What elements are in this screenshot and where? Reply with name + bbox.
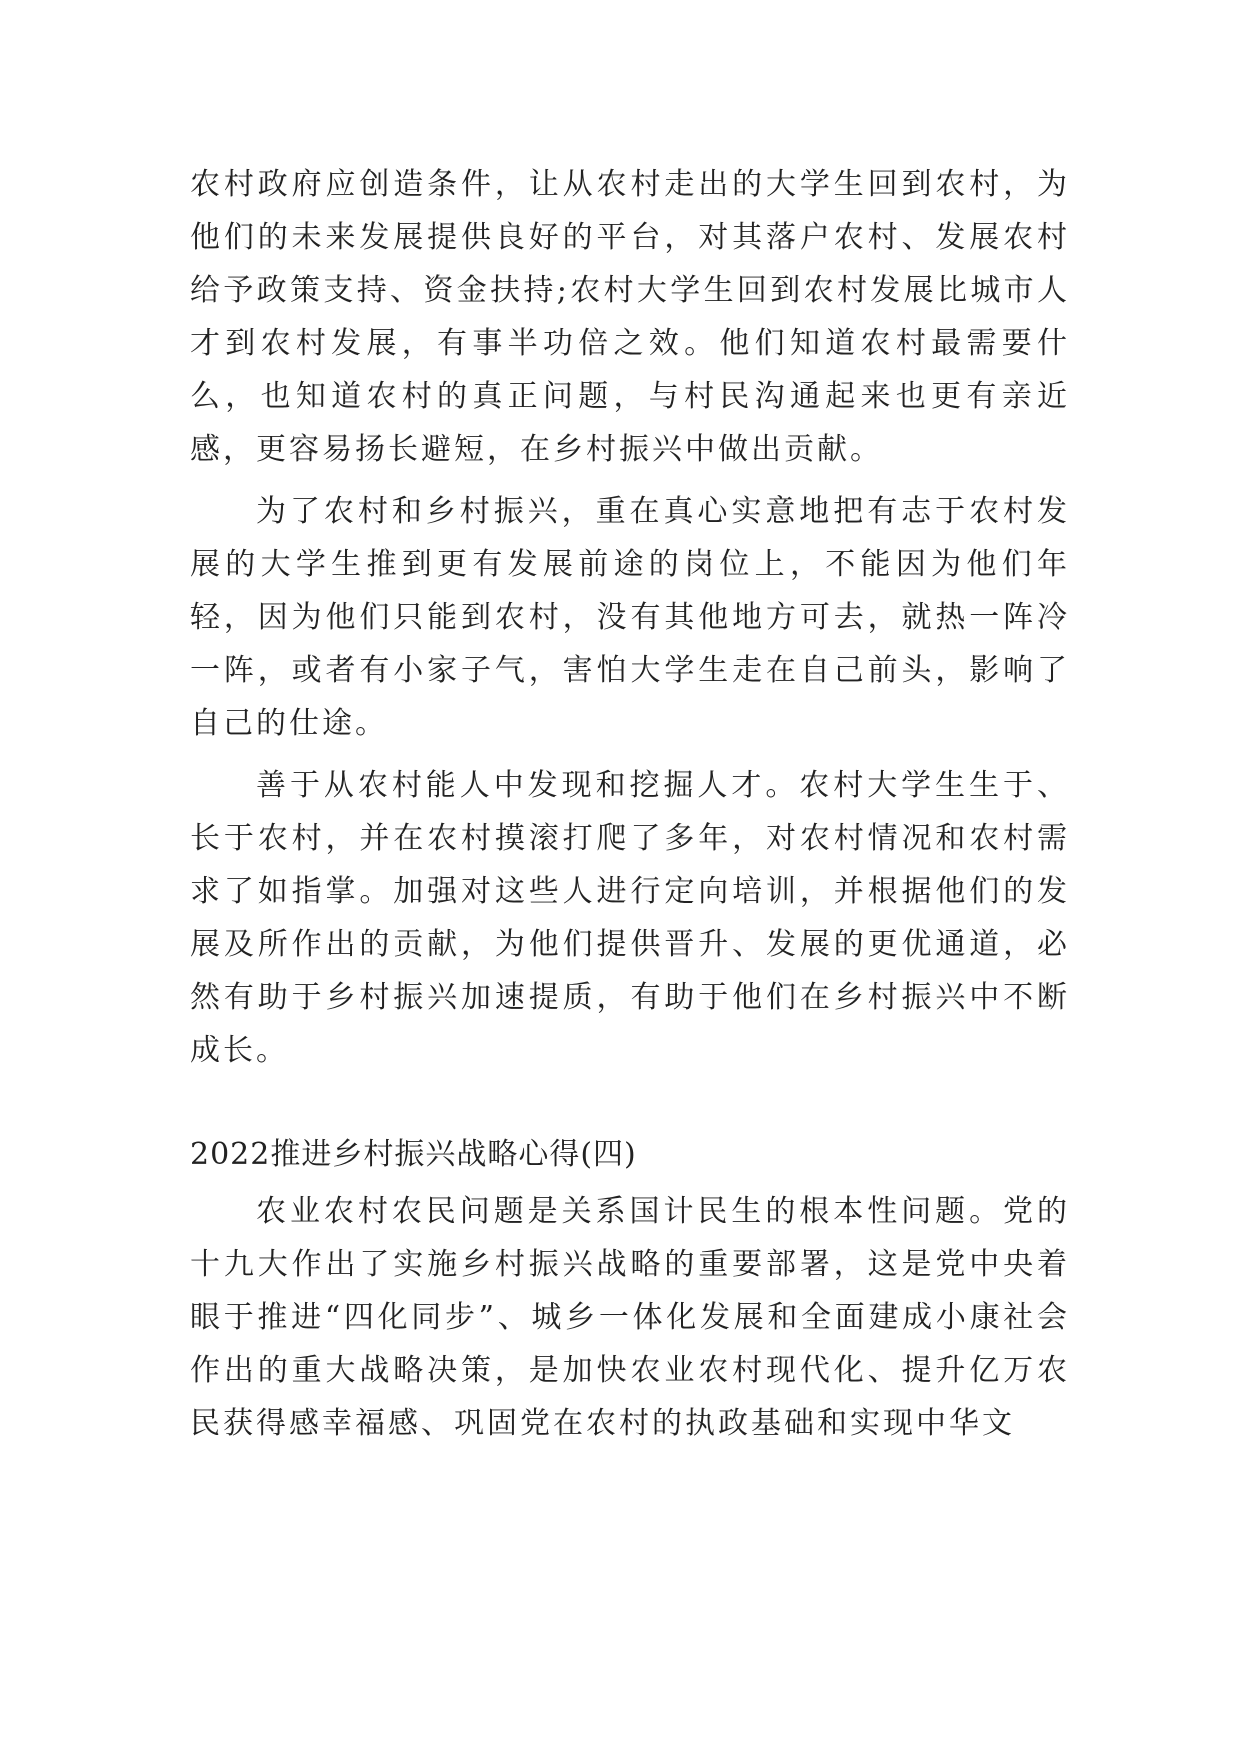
paragraph-local-talent: 善于从农村能人中发现和挖掘人才。农村大学生生于、长于农村，并在农村摸滚打爬了多年，对农村情况和农村需求了如指掌。加强对这些人进行定向培训，并根据他们的发展及所作出的贡献，为他们提供晋升、发展的更优通道，必然有助于乡村振兴加速提质，有助于他们在乡村振兴中不断成长。 bbox=[190, 768, 1070, 1068]
paragraph-promote-graduates: 为了农村和乡村振兴，重在真心实意地把有志于农村发展的大学生推到更有发展前途的岗位上，不能因为他们年轻，因为他们只能到农村，没有其他地方可去，就热一阵冷一阵，或者有小家子气，害怕大学生走在自己前头，影响了自己的仕途。 bbox=[190, 494, 1070, 741]
document-body bbox=[190, 158, 1070, 1459]
paragraph-returning-graduates: 农村政府应创造条件，让从农村走出的大学生回到农村，为他们的未来发展提供良好的平台，对其落户农村、发展农村给予政策支持、资金扶持;农村大学生回到农村发展比城市人才到农村发展，有事半功倍之效。他们知道农村最需要什么，也知道农村的真正问题，与村民沟通起来也更有亲近感，更容易扬长避短，在乡村振兴中做出贡献。 bbox=[190, 167, 1070, 467]
section-heading: 2022推进乡村振兴战略心得(四) bbox=[190, 1137, 637, 1172]
paragraph-agriculture-issues: 农业农村农民问题是关系国计民生的根本性问题。党的十九大作出了实施乡村振兴战略的重要部署，这是党中央着眼于推进“四化同步”、城乡一体化发展和全面建成小康社会作出的重大战略决策，是加快农业农村现代化、提升亿万农民获得感幸福感、巩固党在农村的执政基础和实现中华文 bbox=[190, 1194, 1070, 1441]
section-spacer bbox=[190, 1086, 1070, 1128]
